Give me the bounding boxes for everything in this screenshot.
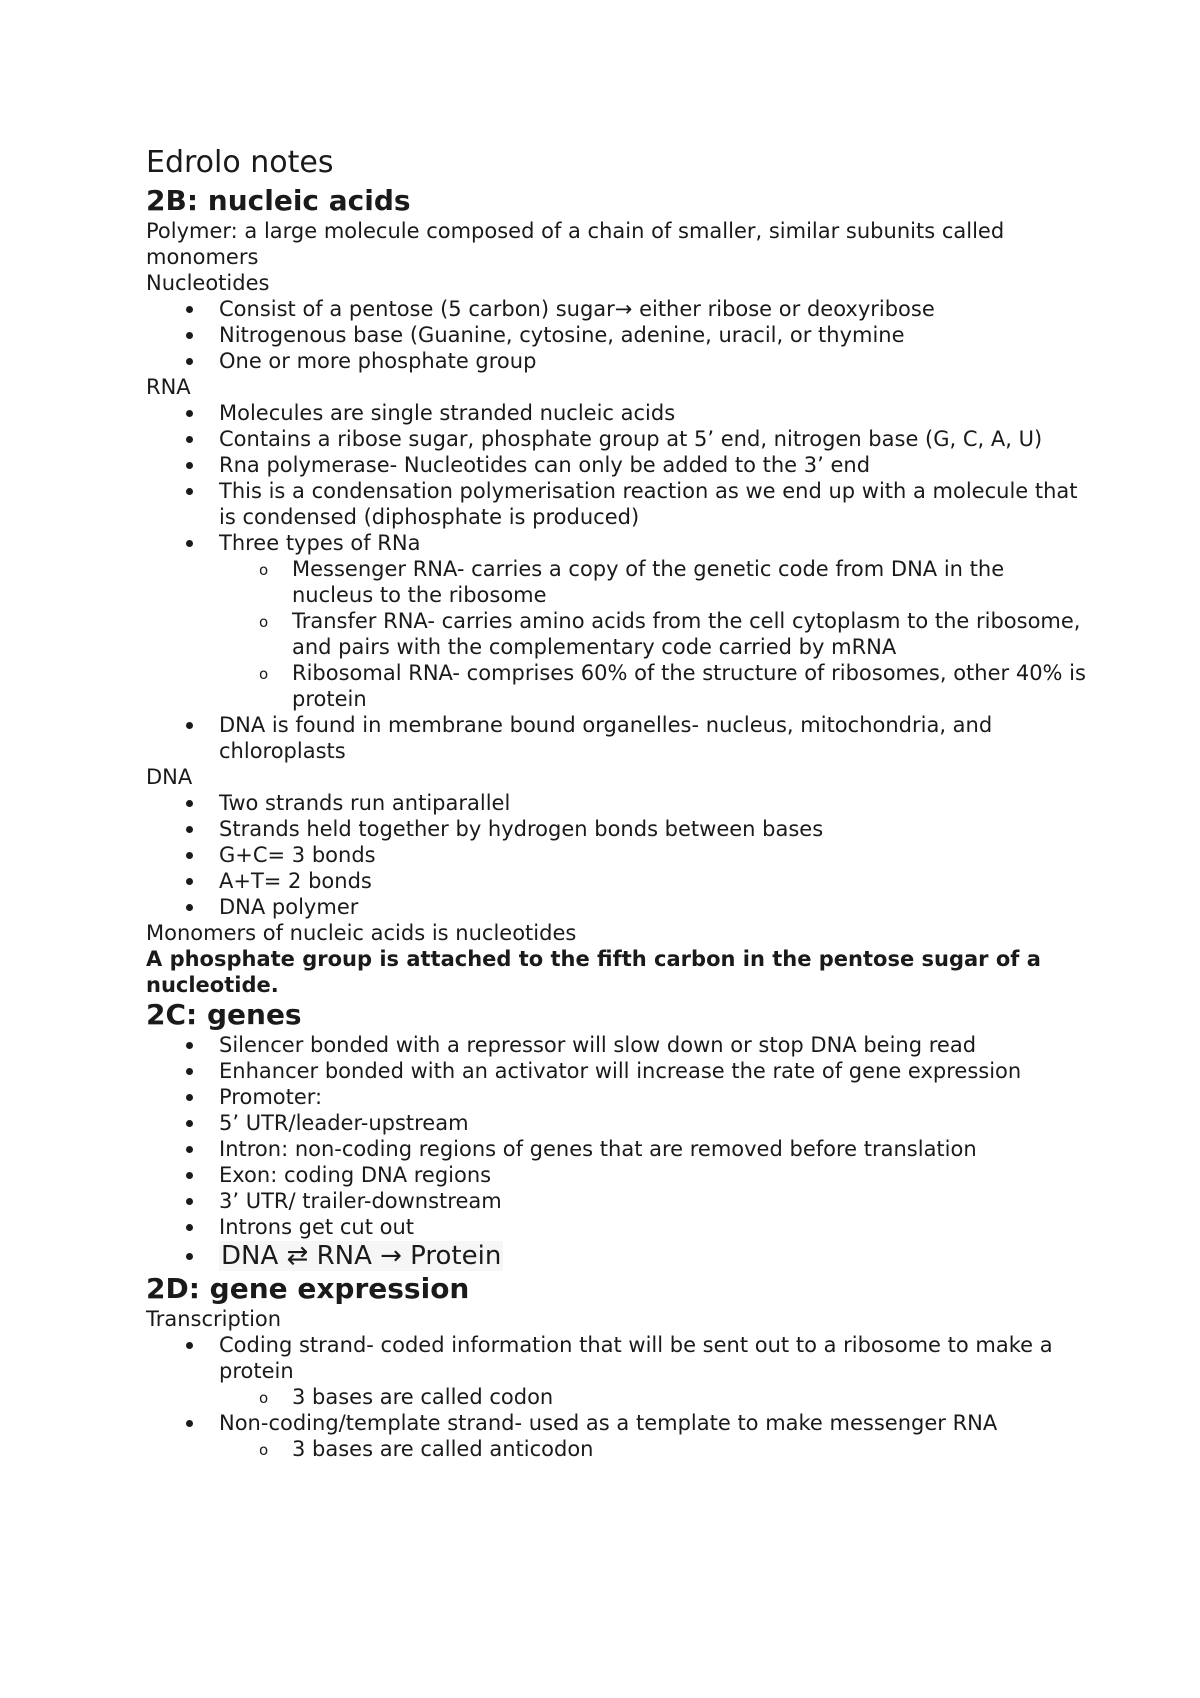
sub-list-item: o 3 bases are called codon bbox=[146, 1384, 1086, 1410]
dna-label: DNA bbox=[146, 765, 193, 789]
list-item: Non-coding/template strand- used as a template to make messenger RNA bbox=[146, 1410, 1086, 1436]
list-item: Two strands run antiparallel bbox=[146, 790, 1086, 816]
sub-list-item: o 3 bases are called anticodon bbox=[146, 1436, 1086, 1462]
list-item: Intron: non-coding regions of genes that are removed before translation bbox=[146, 1136, 1086, 1162]
rna-label: RNA bbox=[146, 375, 191, 399]
list-item: One or more phosphate group bbox=[146, 348, 1086, 374]
sub-list-item: o Transfer RNA- carries amino acids from the cell cytoplasm to the ribosome, and pairs with the complementary code carried by mRNA bbox=[146, 608, 1086, 660]
list-item: Introns get cut out bbox=[146, 1214, 1086, 1240]
section-heading-2b: 2B: nucleic acids bbox=[146, 184, 411, 217]
section-heading-2d: 2D: gene expression bbox=[146, 1272, 470, 1305]
list-item: Silencer bonded with a repressor will slow down or stop DNA being read bbox=[146, 1032, 1086, 1058]
list-item: A+T= 2 bonds bbox=[146, 868, 1086, 894]
polymer-definition: Polymer: a large molecule composed of a chain of smaller, similar subunits called monomers bbox=[146, 219, 1005, 269]
transcription-label: Transcription bbox=[146, 1307, 282, 1331]
list-item: Coding strand- coded information that will be sent out to a ribosome to make a protein bbox=[146, 1332, 1086, 1384]
transcription-list bbox=[146, 1332, 1086, 1462]
list-item: 5’ UTR/leader-upstream bbox=[146, 1110, 1086, 1136]
list-item: Enhancer bonded with an activator will increase the rate of gene expression bbox=[146, 1058, 1086, 1084]
list-item: 3’ UTR/ trailer-downstream bbox=[146, 1188, 1086, 1214]
sub-list-item: o Messenger RNA- carries a copy of the genetic code from DNA in the nucleus to the ribosome bbox=[146, 556, 1086, 608]
document-title: Edrolo notes bbox=[146, 145, 334, 180]
list-item: DNA is found in membrane bound organelles- nucleus, mitochondria, and chloroplasts bbox=[146, 712, 1086, 764]
list-item: Contains a ribose sugar, phosphate group at 5’ end, nitrogen base (G, C, A, U) bbox=[146, 426, 1086, 452]
list-item: This is a condensation polymerisation reaction as we end up with a molecule that is condensed (diphosphate is produced) bbox=[146, 478, 1086, 530]
nucleotides-list bbox=[146, 296, 1086, 374]
list-item: G+C= 3 bonds bbox=[146, 842, 1086, 868]
rna-list bbox=[146, 400, 1086, 764]
document-content bbox=[146, 142, 1086, 1462]
monomers-note: Monomers of nucleic acids is nucleotides bbox=[146, 921, 577, 945]
bold-note: A phosphate group is attached to the fifth carbon in the pentose sugar of a nucleotide. bbox=[146, 947, 1041, 997]
nucleotides-label: Nucleotides bbox=[146, 271, 270, 295]
list-item: DNA polymer bbox=[146, 894, 1086, 920]
list-item: Molecules are single stranded nucleic acids bbox=[146, 400, 1086, 426]
genes-list bbox=[146, 1032, 1086, 1272]
list-item: Promoter: bbox=[146, 1084, 1086, 1110]
sub-list-item: o Ribosomal RNA- comprises 60% of the structure of ribosomes, other 40% is protein bbox=[146, 660, 1086, 712]
central-dogma-text: DNA ⇄ RNA → Protein bbox=[221, 1241, 502, 1271]
list-item: Exon: coding DNA regions bbox=[146, 1162, 1086, 1188]
central-dogma-item bbox=[146, 1240, 1086, 1272]
list-item: Three types of RNa bbox=[146, 530, 1086, 556]
list-item: Rna polymerase- Nucleotides can only be added to the 3’ end bbox=[146, 452, 1086, 478]
list-item: Strands held together by hydrogen bonds between bases bbox=[146, 816, 1086, 842]
dna-list bbox=[146, 790, 1086, 920]
list-item: Consist of a pentose (5 carbon) sugar→ either ribose or deoxyribose bbox=[146, 296, 1086, 322]
list-item: Nitrogenous base (Guanine, cytosine, adenine, uracil, or thymine bbox=[146, 322, 1086, 348]
section-heading-2c: 2C: genes bbox=[146, 998, 302, 1031]
